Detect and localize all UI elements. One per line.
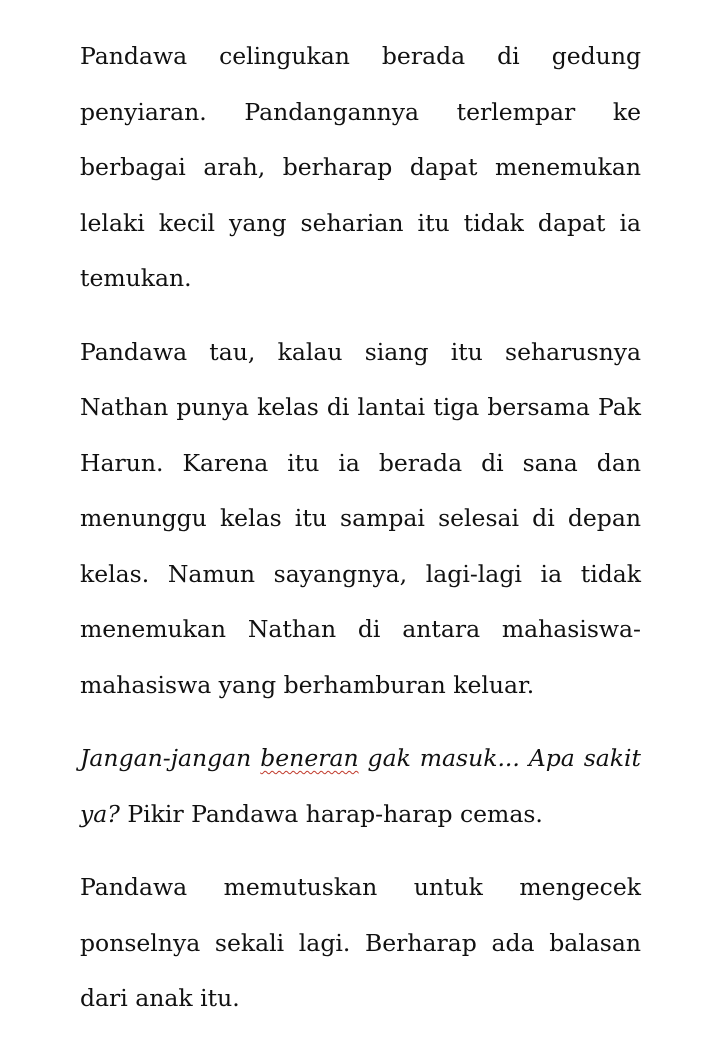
paragraph-1: Pandawa celingukan berada di gedung penyiaran. Pandangannya terlempar ke berbagai arah, berharap dapat menemukan lelaki kecil yang seharian itu tidak dapat ia temukan. — [80, 42, 641, 292]
inner-thought-end: gak masuk... Apa sakit ya? — [80, 744, 641, 828]
spellcheck-flagged-word[interactable]: beneran — [260, 744, 359, 772]
paragraph-3 — [80, 731, 641, 842]
narration-text: Pikir Pandawa harap-harap cemas. — [119, 799, 543, 828]
document-page — [80, 29, 641, 1027]
inner-thought-start: Jangan-jangan — [80, 744, 261, 772]
paragraph-2: Pandawa tau, kalau siang itu seharusnya Nathan punya kelas di lantai tiga bersama Pak Harun. Karena itu ia berada di sana dan menunggu kelas itu sampai selesai di depan kelas. Namun sayangnya, lagi-lagi ia tidak menemukan Nathan di antara mahasiswa-mahasiswa yang berhamburan keluar. — [80, 337, 641, 699]
paragraph-4: Pandawa memutuskan untuk mengecek ponselnya sekali lagi. Berharap ada balasan dari anak itu. — [80, 873, 641, 1012]
